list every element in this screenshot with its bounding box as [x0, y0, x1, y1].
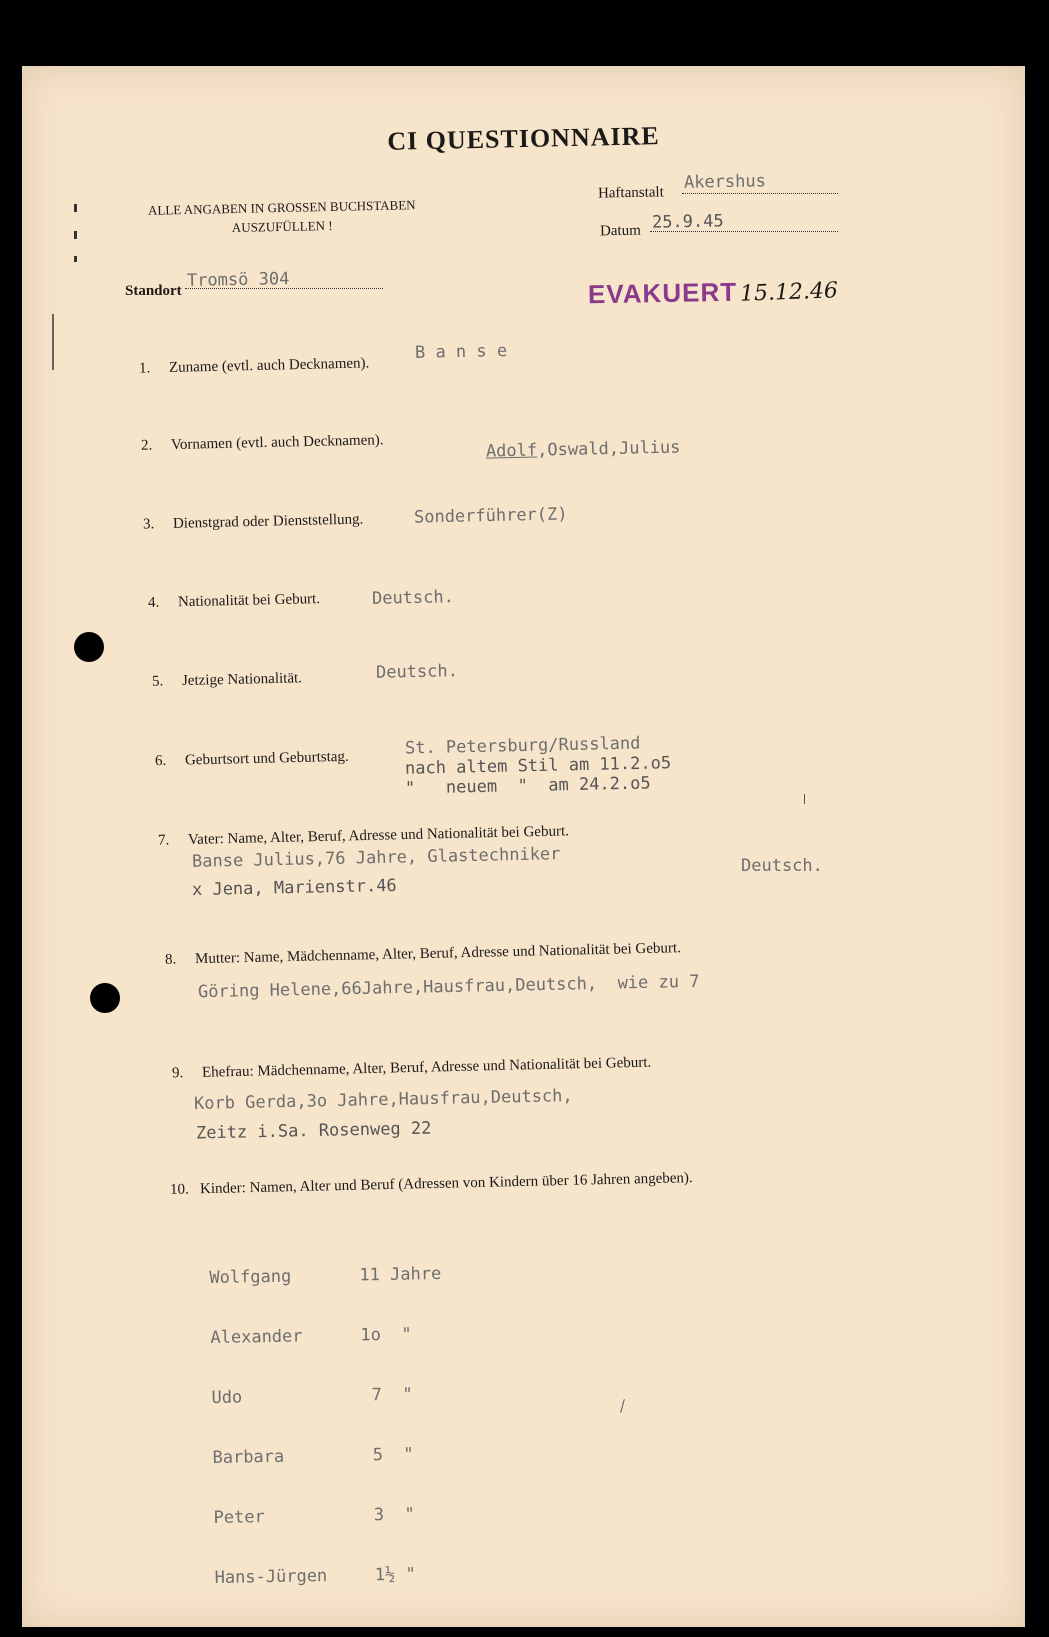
answer-7-line1: Banse Julius,76 Jahre, Glastechniker	[191, 844, 561, 872]
child-row: Hans-Jürgen 1½ "	[214, 1564, 416, 1588]
question-5: 5. Jetzige Nationalität.	[151, 670, 303, 690]
answer-1-surname: B a n s e	[414, 341, 508, 363]
document-title: CI QUESTIONNAIRE	[386, 121, 660, 156]
question-7: 7. Vater: Name, Alter, Beruf, Adresse und Nationalität bei Geburt.	[157, 823, 570, 849]
question-10: 10. Kinder: Namen, Alter und Beruf (Adressen von Kindern über 16 Jahren angeben).	[169, 1170, 693, 1198]
answer-9-line1: Korb Gerda,3o Jahre,Hausfrau,Deutsch,	[193, 1086, 573, 1114]
child-row: Udo 7 "	[211, 1384, 413, 1409]
datum-line	[650, 231, 838, 232]
children-list	[209, 1224, 448, 1628]
datum-label: Datum	[599, 222, 641, 240]
answer-3-rank: Sonderführer(Z)	[413, 504, 568, 528]
answer-2-first-names: Adolf,Oswald,Julius	[485, 437, 681, 462]
answer-6-line2: nach altem Stil am 11.2.o5	[404, 753, 672, 779]
question-4: 4. Nationalität bei Geburt.	[147, 591, 321, 611]
haftanstalt-label: Haftanstalt	[597, 184, 664, 202]
questionnaire-sheet	[22, 66, 1025, 1627]
instruction-text: ALLE ANGABEN IN GROSSEN BUCHSTABEN AUSZUFÜLLEN !	[147, 197, 416, 236]
standort-label: Standort	[125, 283, 182, 299]
answer-2-underlined-name: Adolf	[485, 440, 538, 462]
margin-mark	[74, 231, 77, 239]
question-8: 8. Mutter: Name, Mädchenname, Alter, Beruf, Adresse und Nationalität bei Geburt.	[164, 940, 682, 968]
datum-value: 25.9.45	[651, 211, 724, 233]
haftanstalt-line	[682, 193, 838, 194]
answer-7-line2: x Jena, Marienstr.46	[191, 875, 397, 901]
answer-7-nationality: Deutsch.	[741, 856, 823, 876]
standort-value: Tromsö 304	[186, 269, 290, 291]
answer-8-mother: Göring Helene,66Jahre,Hausfrau,Deutsch, wie zu 7	[197, 971, 700, 1003]
child-row: Peter 3 "	[213, 1504, 415, 1529]
answer-6-line1: St. Petersburg/Russland	[404, 733, 641, 759]
question-9: 9. Ehefrau: Mädchenname, Alter, Beruf, Adresse und Nationalität bei Geburt.	[171, 1054, 652, 1082]
question-3: 3. Dienstgrad oder Dienststellung.	[142, 511, 364, 533]
child-row: Barbara 5 "	[212, 1444, 414, 1469]
pencil-tick	[804, 794, 805, 804]
evakuert-stamp: EVAKUERT	[587, 276, 738, 310]
answer-5-current-nationality: Deutsch.	[375, 661, 459, 683]
margin-mark	[74, 204, 77, 212]
question-6: 6. Geburtsort und Geburtstag.	[154, 748, 349, 770]
haftanstalt-value: Akershus	[683, 171, 767, 193]
answer-4-nationality-birth: Deutsch.	[371, 587, 455, 609]
question-2: 2. Vornamen (evtl. auch Decknamen).	[140, 432, 384, 454]
margin-mark	[74, 256, 77, 262]
punch-hole-top	[74, 632, 104, 662]
punch-hole-bottom	[90, 983, 120, 1013]
stamp-handwritten-date: 15.12.46	[739, 278, 839, 307]
answer-9-line2: Zeitz i.Sa. Rosenweg 22	[195, 1118, 432, 1144]
child-row: Alexander 1o "	[210, 1324, 412, 1349]
answer-6-line3: " neuem " am 24.2.o5	[404, 773, 651, 799]
child-row: Wolfgang 11 Jahre	[209, 1264, 442, 1289]
standort-line	[185, 288, 383, 289]
question-1: 1. Zuname (evtl. auch Decknamen).	[138, 355, 370, 377]
pencil-tick	[620, 1399, 625, 1413]
margin-mark	[52, 314, 54, 370]
